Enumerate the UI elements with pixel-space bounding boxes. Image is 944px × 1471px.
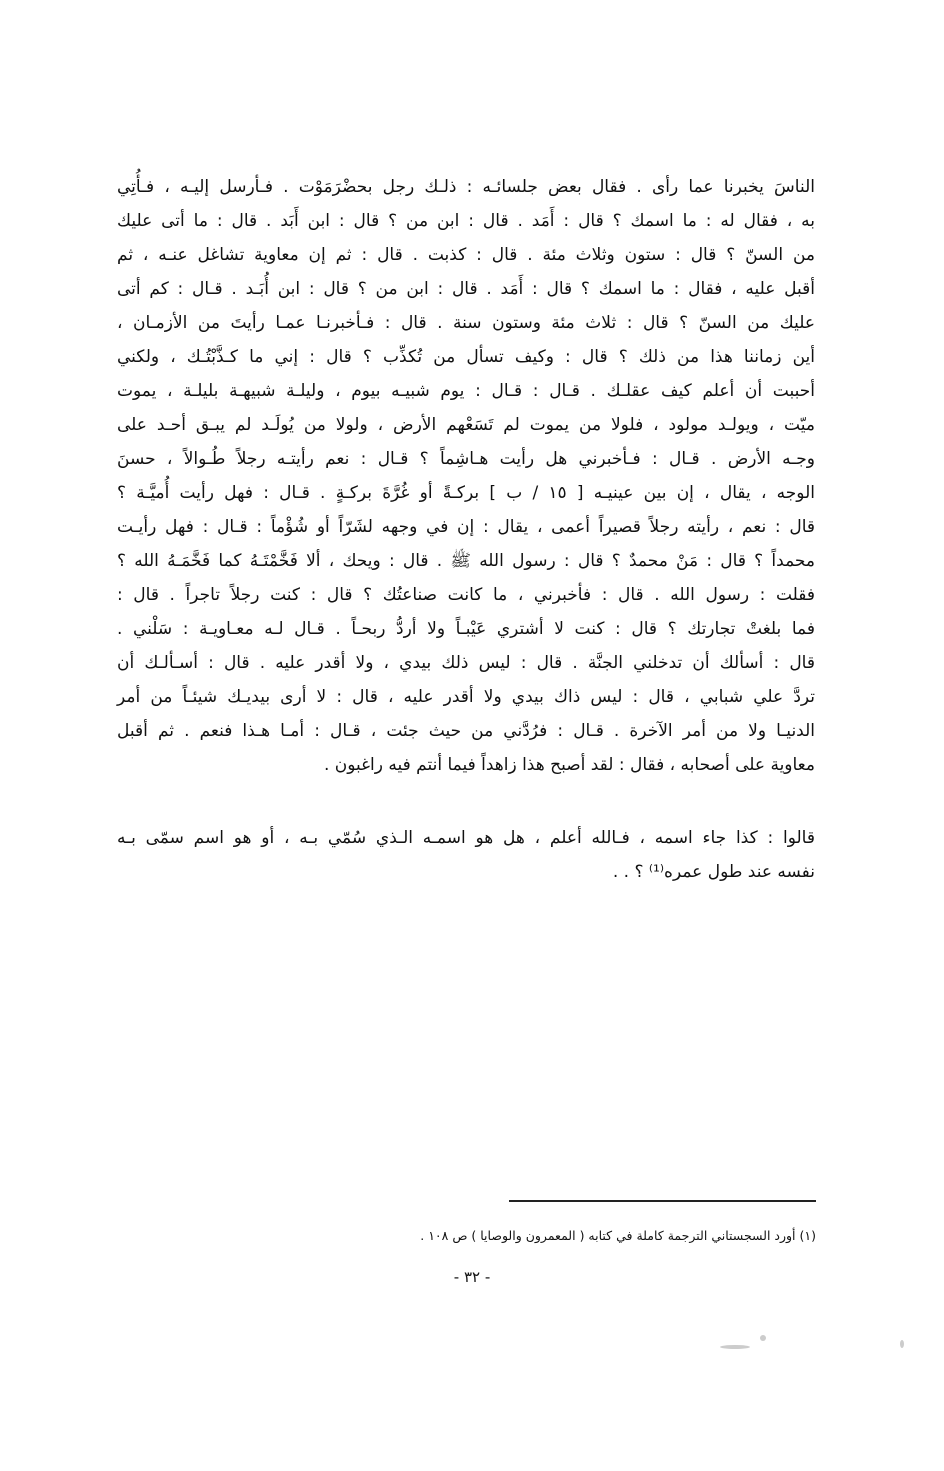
text-line: فما بلغتْ تجارتك ؟ قال : كنت لا أشتري عَيْبـاً ولا أردُّ ربحـاً . قـال لـه معـاويـة : سَلْني . (117, 619, 815, 639)
text-line: من السنّ ؟ قال : ستون وثلاث مئة . قال : كذبت . قال : ثم إن معاوية تشاغل عنـه ، ثم (117, 245, 815, 265)
footnote: (١) أورد السجستاني الترجمة كاملة في كتابه ( المعمرون والوصايا ) ص ١٠٨ . (420, 1228, 816, 1243)
text-line: معاوية على أصحابه ، فقال : لقد أصبح هذا زاهداً فيما أنتم فيه راغبون . (323, 755, 815, 775)
paragraph-1 (117, 170, 815, 782)
text-line: قالوا : كذا جاء اسمه ، فـالله أعلم ، هل هو اسمـه الـذي سُمّي بـه ، أو هو اسم سمّى بـه (117, 828, 815, 848)
text-line: به ، فقال له : ما اسمك ؟ قال : أَمَد . قال : ابن من ؟ قال : ابن أَبَد . قال : ما أتى عليك (117, 211, 815, 231)
scan-noise (760, 1335, 766, 1341)
main-text (117, 170, 815, 889)
footnote-separator (509, 1200, 816, 1202)
scan-noise (900, 1340, 904, 1348)
scan-noise (720, 1345, 750, 1349)
text-line: قال : أسألك أن تدخلني الجنَّة . قال : ليس ذلك بيدي ، ولا أقدر عليه . قال : أسـألـك أن (117, 653, 815, 673)
text-line: محمداً ؟ قال : مَنْ محمدٌ ؟ قال : رسول الله ﷺ . قال : ويحك ، ألا فَخَّمْتَـهُ كما فَخَّمَـهُ الله ؟ (117, 551, 815, 571)
text-line: أين زماننا هذا من ذلك ؟ قال : وكيف تسأل من تُكذِّب ؟ قال : إني ما كـذَّبْتُـك ، ولكني (117, 347, 815, 367)
text-line: أقبل عليه ، فقال : ما اسمك ؟ قال : أَمَد . قال : ابن من ؟ قال : ابن أُبَـد . قـال : كم أتى (117, 279, 815, 299)
text-line: تردَّ علي شبابي ، قال : ليس ذاك بيدي ولا أقدر عليه ، قال : لا أرى بيديـك شيئـاً من أمر (117, 687, 815, 707)
text-line: قال : نعم ، رأيته رجلاً قصيراً أعمى ، يقال : إن في وجهه لشَرّاً أو شُؤْماً : قـال : فهل رأيـت (117, 517, 815, 537)
text-line: أحببت أن أعلم كيف عقلـك . قـال : قـال : يوم شبيـه بيوم ، وليلـة شبيهـة بليلـة ، يموت (117, 381, 815, 401)
text-line: فقلت : رسول الله . قال : فأخبرني ، ما كانت صناعتُك ؟ قال : كنت رجلاً تاجراً . قال : (117, 585, 815, 605)
text-line: الدنيـا ولا من أمر الآخرة . قـال : فرُدَّني من حيث جئت ، قـال : أمـا هـذا فنعم . ثم أقبل (117, 721, 815, 741)
text-line: نفسه عند طول عمره⁽¹⁾ ؟ . . (612, 862, 815, 882)
text-line: عليك من السنّ ؟ قال : ثلاث مئة وستون سنة . قال : فـأخبرنـا عمـا رأيتَ من الأزمـان ، (117, 313, 815, 333)
text-line: الناسَ يخبرنا عما رأى . فقال بعض جلسائـه : ذلـك رجل بحضْرَمَوْت . فـأرسل إليـه ، فـأُتِي (117, 177, 815, 197)
paragraph-2 (117, 821, 815, 889)
text-line: ميّت ، ويولـد مولود ، فلولا من يموت لم تَسَعْهم الأرض ، ولولا من يُولَـد لم يبـق أحـد على (117, 415, 815, 435)
page-number: - ٣٢ - (453, 1268, 491, 1286)
text-line: وجـه الأرض . قـال : فـأخبرني هل رأيت هـاشِماً ؟ قـال : نعم رأيتـه رجلاً طُـوالاً ، حسنَ (117, 449, 815, 469)
text-line: الوجه ، يقال ، إن بين عينيـه [ ١٥ / ب ] بركـةً أو غُرَّةَ بركـةٍ . قـال : فهل رأيت أُميَّـة ؟ (117, 483, 815, 503)
